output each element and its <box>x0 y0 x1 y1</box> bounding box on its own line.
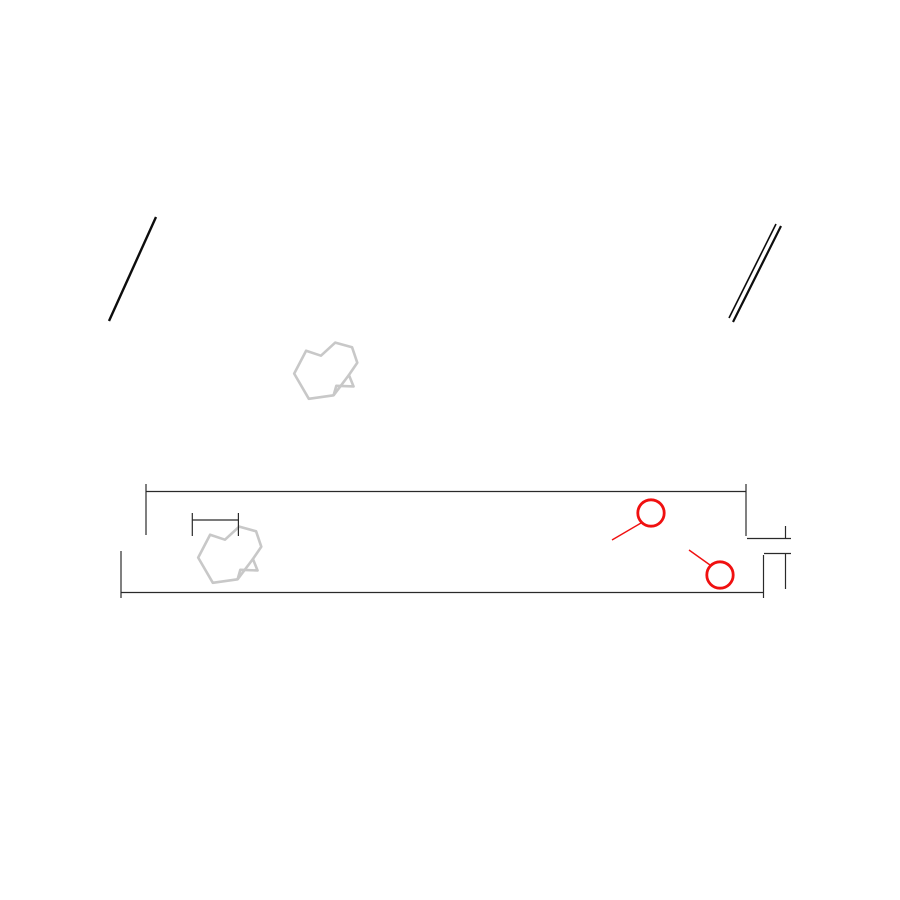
sheet-right-edge-inner <box>729 224 776 318</box>
metal-profil-logo-icon <box>195 524 266 584</box>
dim-height <box>747 526 791 589</box>
watermark-cross-section <box>195 524 266 584</box>
dim-total-width <box>121 551 764 598</box>
sheet-3d-drawing <box>109 217 781 322</box>
sheet-right-edge-outer <box>733 226 781 322</box>
watermark-3d-view <box>291 340 362 400</box>
metal-profil-logo-icon <box>291 340 362 400</box>
callout-b <box>689 550 733 588</box>
sheet-left-edge <box>109 217 156 321</box>
callout-a <box>612 500 664 540</box>
